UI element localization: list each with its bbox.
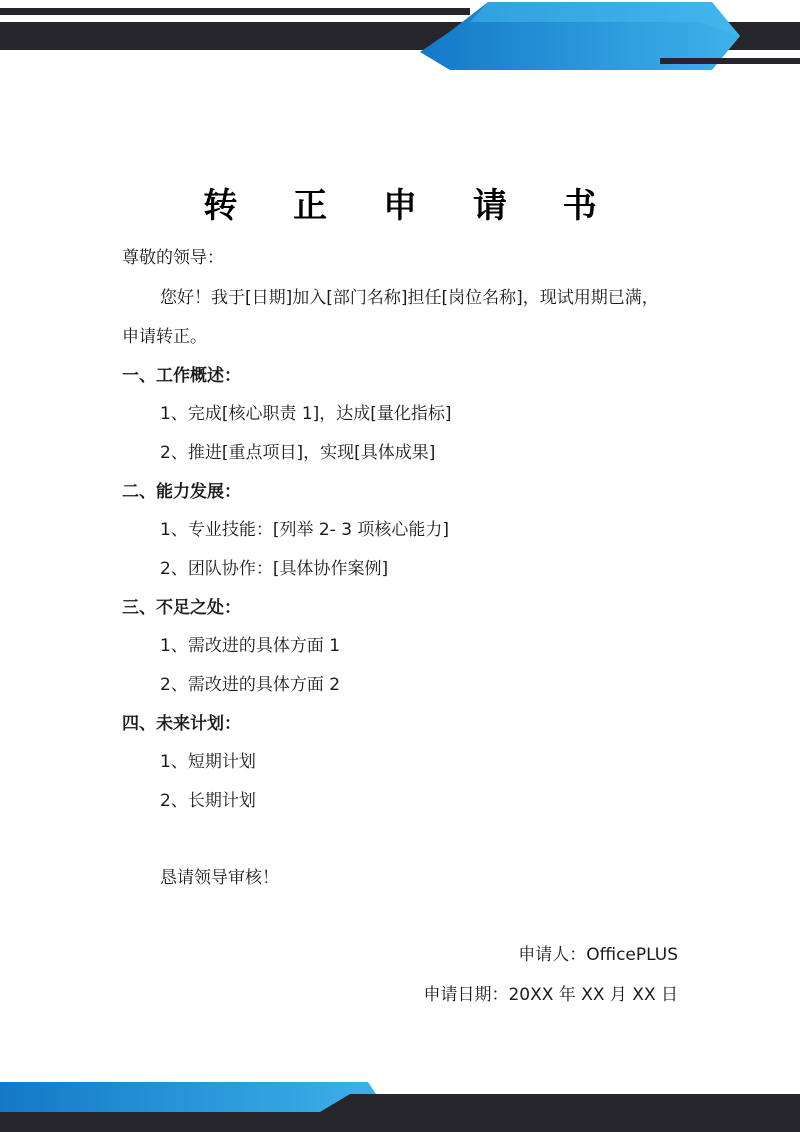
section-item: 1、短期计划 <box>160 752 256 772</box>
section-item: 2、推进[重点项目]，实现[具体成果] <box>160 443 436 463</box>
closing-remark: 恳请领导审核！ <box>160 868 279 888</box>
section-heading-shortcomings: 三、不足之处： <box>122 598 241 618</box>
section-item: 1、需改进的具体方面 1 <box>160 636 341 656</box>
application-date: 申请日期：20XX 年 XX 月 XX 日 <box>423 985 678 1005</box>
section-item: 2、长期计划 <box>160 791 256 811</box>
section-item: 2、团队协作：[具体协作案例] <box>160 559 389 579</box>
applicant-signature: 申请人：OfficePLUS <box>518 945 678 965</box>
section-heading-work-overview: 一、工作概述： <box>122 366 241 386</box>
section-heading-future-plans: 四、未来计划： <box>122 714 241 734</box>
intro-paragraph-line-2: 申请转正。 <box>122 327 207 347</box>
section-item: 1、专业技能：[列举 2- 3 项核心能力] <box>160 520 450 540</box>
section-item: 2、需改进的具体方面 2 <box>160 675 341 695</box>
intro-paragraph-line-1: 您好！我于[日期]加入[部门名称]担任[岗位名称]，现试用期已满， <box>160 288 659 308</box>
document-title: 转 正 申 请 书 <box>203 186 619 226</box>
salutation: 尊敬的领导： <box>122 248 224 268</box>
section-heading-ability-development: 二、能力发展： <box>122 482 241 502</box>
section-item: 1、完成[核心职责 1]，达成[量化指标] <box>160 404 452 424</box>
